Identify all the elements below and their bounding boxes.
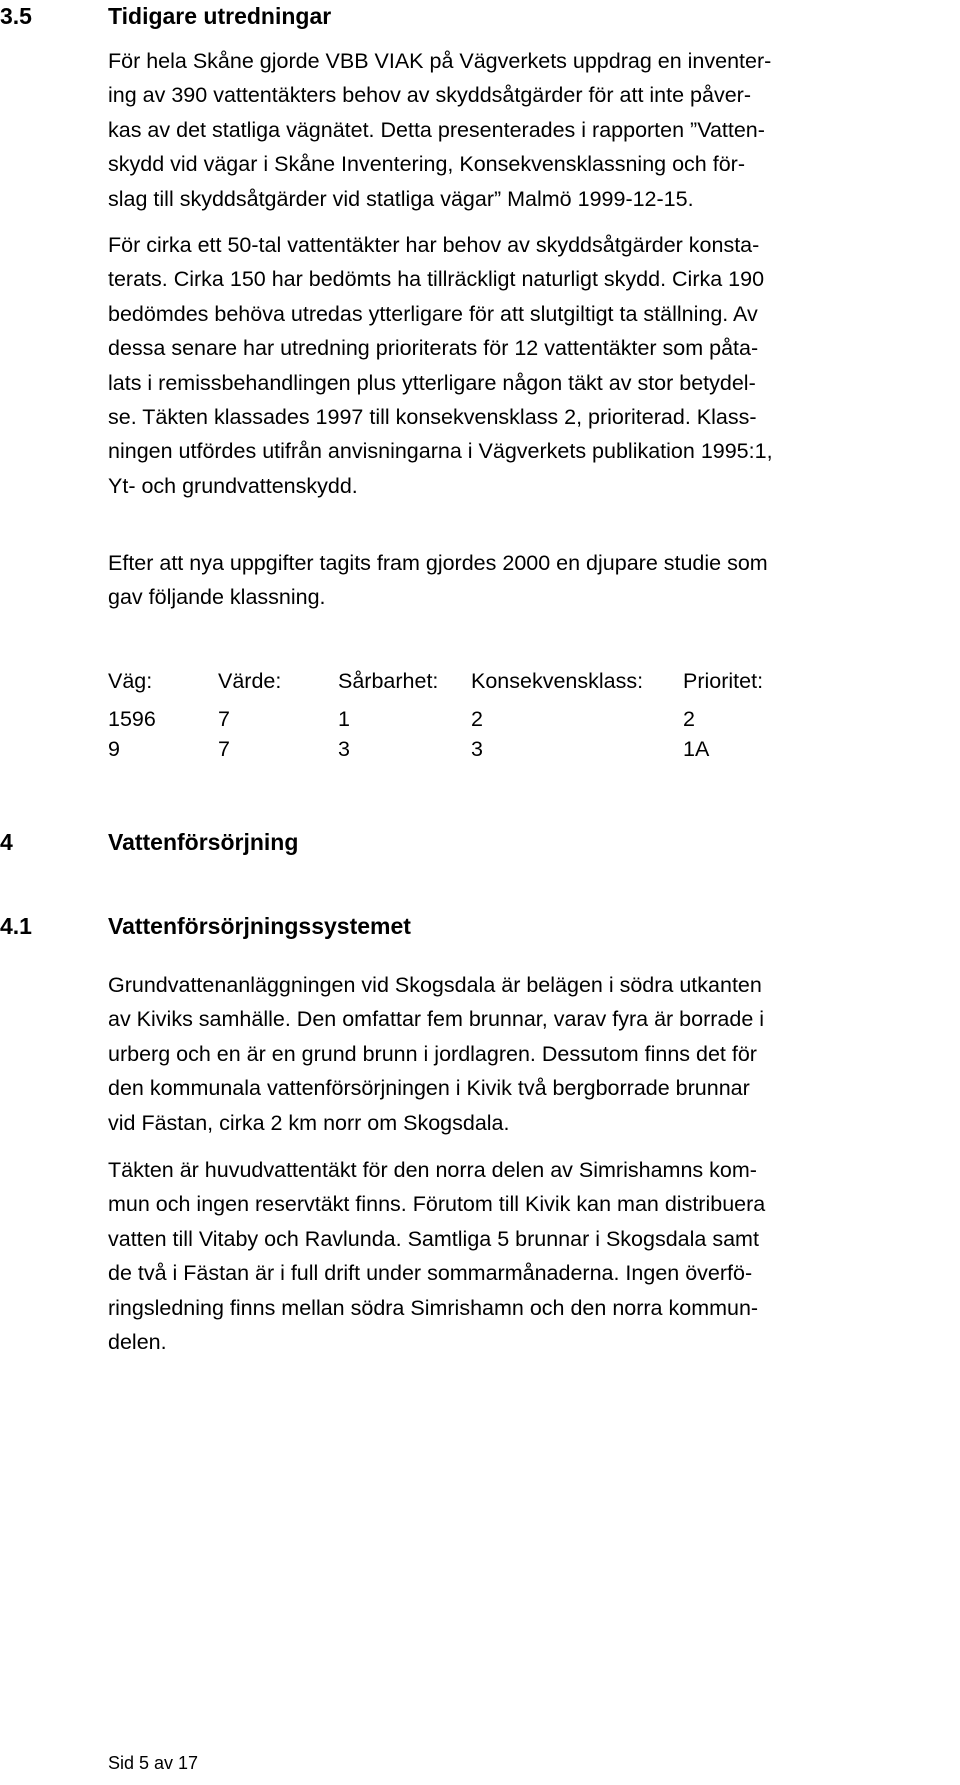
section-number: 3.5 [0, 3, 32, 29]
text-line: av Kiviks samhälle. Den omfattar fem brunnar, varav fyra är borrade i [108, 1007, 765, 1032]
table-header: Väg: [108, 669, 153, 693]
section-number: 4 [0, 829, 13, 855]
table-cell: 7 [218, 737, 230, 761]
text-line: För cirka ett 50-tal vattentäkter har behov av skyddsåtgärder konsta- [108, 233, 760, 257]
table-cell: 1 [338, 707, 350, 731]
text-line: terats. Cirka 150 har bedömts ha tillräckligt naturligt skydd. Cirka 190 [108, 267, 765, 292]
section-number: 4.1 [0, 913, 32, 939]
text-line: Täkten är huvudvattentäkt för den norra delen av Simrishamns kom- [108, 1158, 757, 1182]
paragraph-inventory [108, 44, 953, 216]
table-header: Konsekvensklass: [471, 669, 644, 693]
text-line: För hela Skåne gjorde VBB VIAK på Vägverkets uppdrag en inventer- [108, 49, 772, 73]
table-cell: 3 [338, 737, 350, 761]
text-line: mun och ingen reservtäkt finns. Förutom till Kivik kan man distribuera [108, 1192, 766, 1217]
text-line: dessa senare har utredning prioriterats för 12 vattentäkter som påta- [108, 336, 759, 361]
text-line: skydd vid vägar i Skåne Inventering, Konsekvensklassning och för- [108, 152, 745, 177]
text-line: de två i Fästan är i full drift under sommarmånaderna. Ingen överfö- [108, 1261, 753, 1286]
table-header: Värde: [218, 669, 282, 693]
text-line: ningen utfördes utifrån anvisningarna i Vägverkets publikation 1995:1, [108, 439, 773, 464]
paragraph-assessment [108, 228, 953, 503]
text-line: bedömdes behöva utredas ytterligare för att slutgiltigt ta ställning. Av [108, 301, 758, 326]
text-line: se. Täkten klassades 1997 till konsekvensklass 2, prioriterad. Klass- [108, 405, 757, 430]
paragraph-main-water-source [108, 1153, 953, 1359]
text-line: ing av 390 vattentäkters behov av skyddsåtgärder för att inte påver- [108, 83, 751, 108]
page-number: Sid 5 av 17 [108, 1753, 199, 1773]
section-title: Vattenförsörjningssystemet [108, 913, 411, 939]
text-line: ringsledning finns mellan södra Simrishamn och den norra kommun- [108, 1295, 759, 1320]
text-line: Yt- och grundvattenskydd. [108, 473, 358, 498]
text-line: den kommunala vattenförsörjningen i Kivik två bergborrade brunnar [108, 1076, 750, 1101]
text-line: kas av det statliga vägnätet. Detta presenterades i rapporten ”Vatten- [108, 117, 765, 142]
paragraph-groundwater-plant [108, 968, 953, 1140]
section-title: Tidigare utredningar [108, 3, 332, 29]
text-line: Efter att nya uppgifter tagits fram gjordes 2000 en djupare studie som [108, 551, 768, 575]
section-title: Vattenförsörjning [108, 829, 299, 855]
table-header: Prioritet: [683, 669, 764, 693]
text-line: urberg och en är en grund brunn i jordlagren. Dessutom finns det för [108, 1041, 757, 1066]
text-line: vid Fästan, cirka 2 km norr om Skogsdala. [108, 1110, 510, 1135]
text-line: gav följande klassning. [108, 585, 326, 610]
text-line: vatten till Vitaby och Ravlunda. Samtliga 5 brunnar i Skogsdala samt [108, 1226, 759, 1251]
paragraph-study [108, 546, 953, 615]
text-line: Grundvattenanläggningen vid Skogsdala är belägen i södra utkanten [108, 973, 762, 997]
table-cell: 1596 [108, 707, 156, 731]
table-cell: 9 [108, 737, 120, 761]
table-cell: 2 [471, 707, 483, 731]
text-line: lats i remissbehandlingen plus ytterligare någon täkt av stor betydel- [108, 370, 756, 395]
table-cell: 3 [471, 737, 483, 761]
table-cell: 2 [683, 707, 695, 731]
text-line: slag till skyddsåtgärder vid statliga vägar” Malmö 1999-12-15. [108, 186, 694, 211]
table-header: Sårbarhet: [338, 669, 439, 693]
table-cell: 7 [218, 707, 230, 731]
text-line: delen. [108, 1330, 167, 1355]
table-cell: 1A [683, 737, 710, 761]
